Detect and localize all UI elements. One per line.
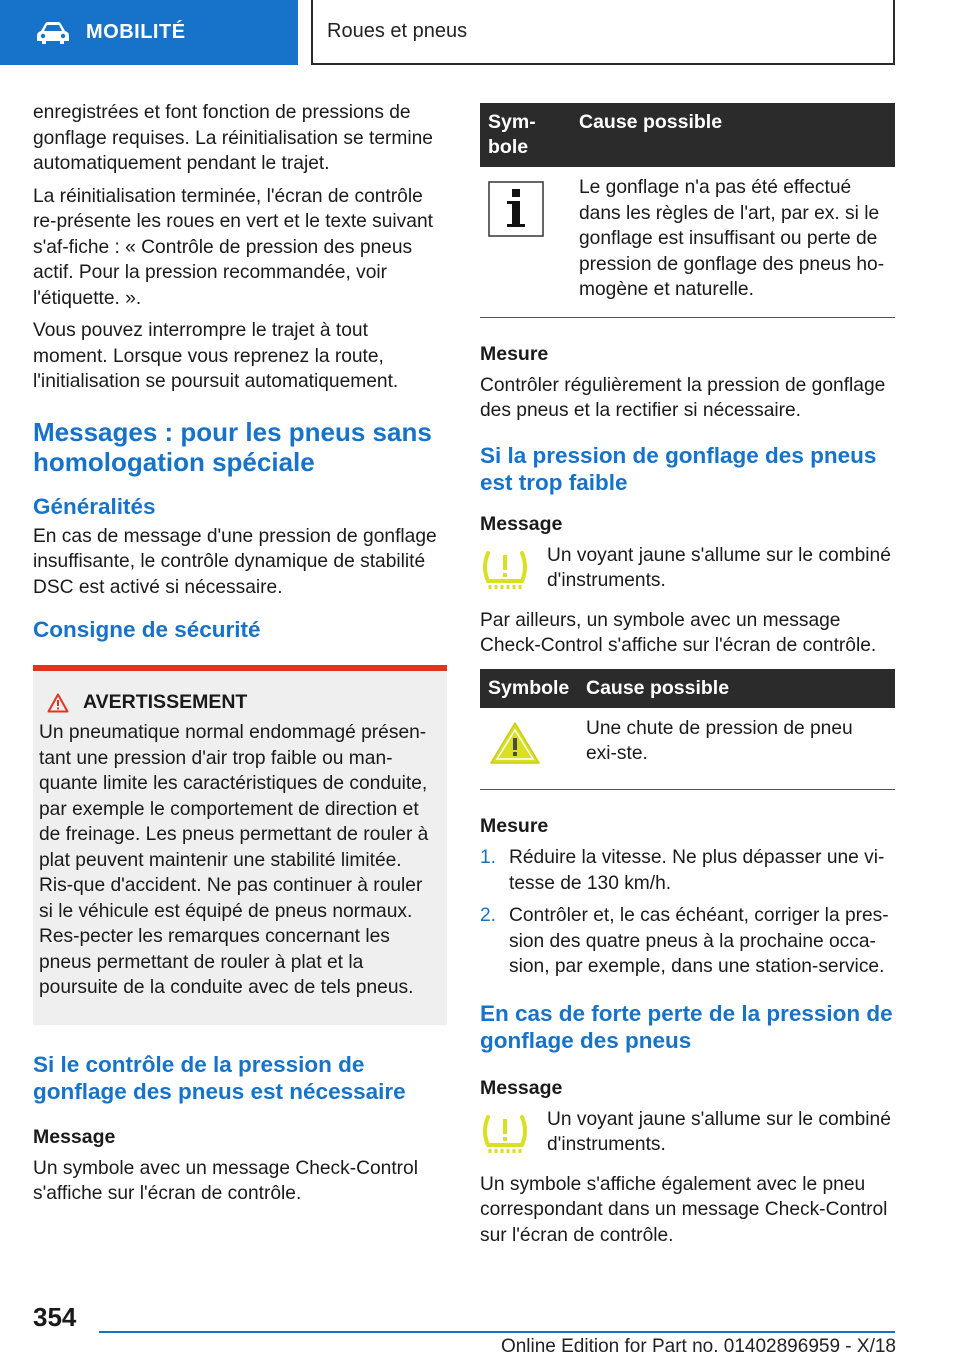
indicator-text: Un voyant jaune s'allume sur le combiné d'instruments. [547,1108,891,1155]
paragraph: Vous pouvez interrompre le trajet à tout moment. Lorsque vous reprenez la route, l'initialisation se poursuit automatiquement. [33,320,399,392]
warning-title: AVERTISSEMENT [83,691,248,713]
table-cause: Le gonflage n'a pas été effectué dans les règles de l'art, par ex. si le gonflage est insuffisant ou perte de pression de gonflage des pneus ho-mogène et naturelle. [571,167,895,317]
warning-triangle-icon [47,693,69,713]
table-row [480,708,895,790]
footer-edition: Online Edition for Part no. 01402896959 - X/18 [500,1336,896,1357]
indicator-row [480,1107,895,1162]
paragraph: enregistrées et font fonction de pressions de gonflage requises. La réinitialisation se termine automatiquement pendant le trajet. [33,102,433,174]
paragraph: En cas de message d'une pression de gonflage insuffisante, le contrôle dynamique de stabilité DSC est activé si nécessaire. [33,525,437,598]
step-text: Contrôler et, le cas échéant, corriger la pres-sion des quatre pneus à la prochaine occa-sion, par exemple, dans une station-service. [509,905,889,977]
heading-generalites: Généralités [33,493,156,519]
table-header-cause: Cause possible [578,669,895,708]
info-icon [488,181,544,237]
heading-message: Message [480,512,563,535]
paragraph: Un symbole avec un message Check-Control s'affiche sur l'écran de contrôle. [33,1157,418,1204]
steps-list [480,845,895,980]
heading-messages: Messages : pour les pneus sans homologation spéciale [33,416,432,477]
paragraph: La réinitialisation terminée, l'écran de contrôle re-présente les roues en vert et le texte suivant s'af-fiche : « Contrôle de pression des pneus actif. Pour la pression recommandée, voir l'étiquette. ». [33,185,433,309]
table-row [480,167,895,317]
heading-consigne: Consigne de sécurité [33,617,261,642]
left-column [33,100,447,1214]
tire-pressure-icon [480,549,530,593]
page-number: 354 [33,1302,77,1332]
paragraph: Un symbole s'affiche également avec le pneu correspondant dans un message Check-Control sur l'écran de contrôle. [480,1173,888,1246]
heading-forte: En cas de forte perte de la pression de gonflage des pneus [480,1000,893,1053]
heading-message: Message [33,1125,116,1148]
warning-box [33,665,447,1025]
table-header-symbol: Symbole [480,669,578,708]
car-icon [36,21,70,45]
heading-message: Message [480,1076,563,1099]
warning-triangle-yellow-icon [488,720,542,766]
heading-faible: Si la pression de gonflage des pneus est trop faible [480,442,877,495]
section-tab[interactable] [0,0,298,65]
indicator-row [480,543,895,598]
tire-pressure-icon [480,1113,530,1157]
step-text: Réduire la vitesse. Ne plus dépasser une vi-tesse de 130 km/h. [509,847,885,894]
step-number: 2. [480,905,497,926]
warning-text: Un pneumatique normal endommagé présen-tant une pression d'air trop faible ou man-quante limite les caractéristiques de conduite, par exemple le comportement de direction et de freinage. Les pneus permettant de rouler à plat peuvent maintenir une stabilité limitée. Ris-que d'accident. Ne pas continuer à rouler si le véhicule est équipé de pneus normaux. Res-pecter les remarques concernant les pneus permettant de rouler à plat et la poursuite de la conduite avec de tels pneus. [39,722,429,998]
heading-mesure: Mesure [480,815,549,837]
heading-mesure: Mesure [480,342,549,365]
section-label: MOBILITÉ [86,21,186,43]
table-cause: Une chute de pression de pneu exi-ste. [578,708,895,790]
right-column [480,103,895,1255]
paragraph: Par ailleurs, un symbole avec un message Check-Control s'affiche sur l'écran de contrôle. [480,609,877,656]
heading-controle: Si le contrôle de la pression de gonflage des pneus est nécessaire [33,1051,406,1104]
paragraph: Contrôler régulièrement la pression de gonflage des pneus et la rectifier si nécessaire. [480,374,886,421]
footer-divider [99,1331,895,1333]
chapter-title: Roues et pneus [311,0,895,65]
list-item [480,845,895,896]
table-header-cause: Cause possible [571,103,895,167]
list-item [480,903,895,980]
symbol-table-1 [480,103,895,318]
indicator-text: Un voyant jaune s'allume sur le combiné d'instruments. [547,544,891,591]
symbol-table-2 [480,669,895,791]
step-number: 1. [480,847,497,868]
table-header-symbol: Sym-bole [480,103,571,167]
